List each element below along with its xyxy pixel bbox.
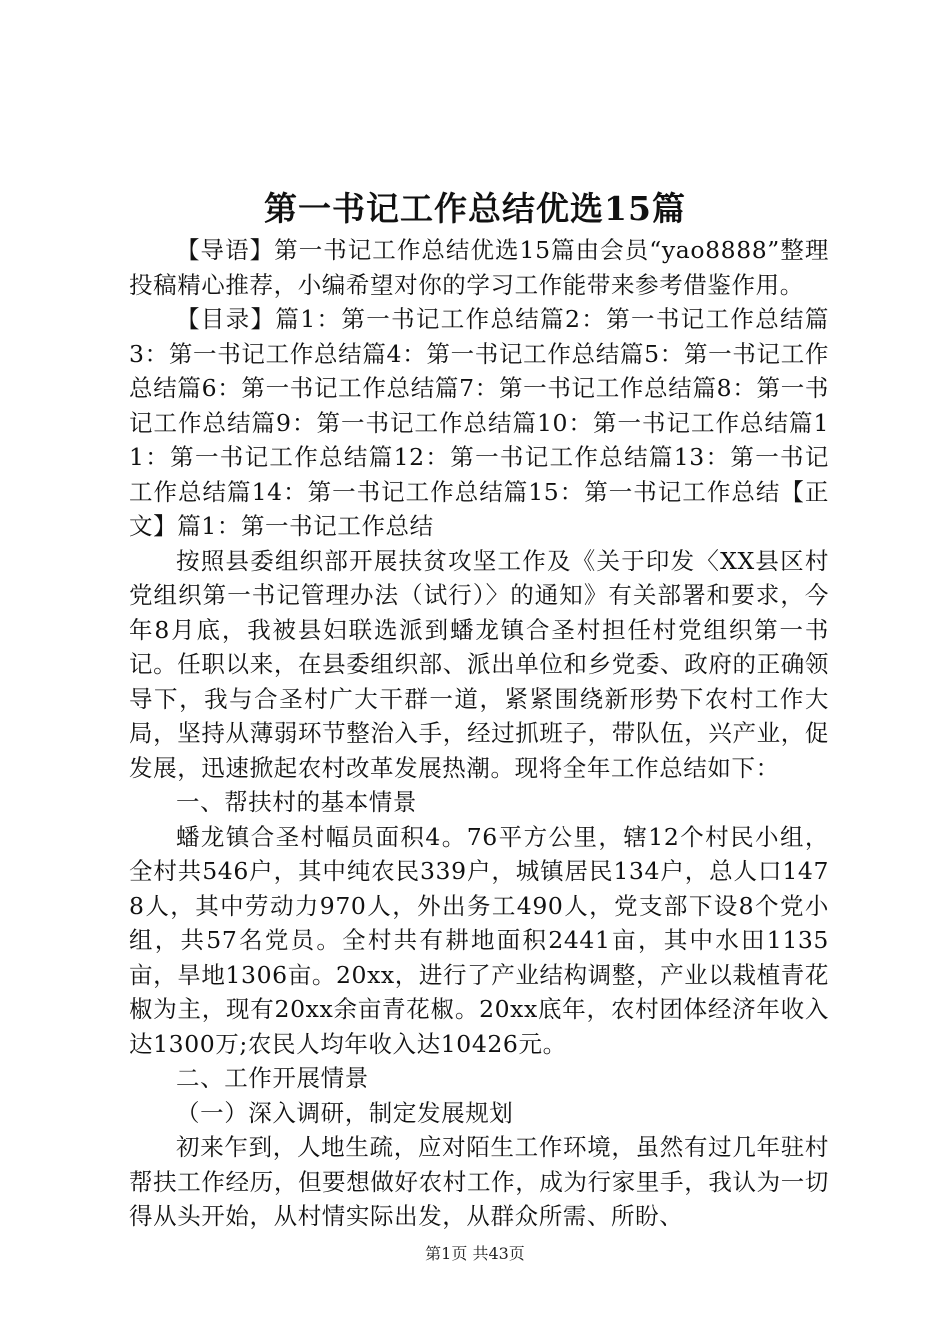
subsection-heading: （一）深入调研，制定发展规划 xyxy=(176,1098,514,1127)
page-footer: 第1页 共43页 xyxy=(425,1244,525,1263)
body-paragraph: 按照县委组织部开展扶贫攻坚工作及《关于印发〈XX县区村党组织第一书记管理办法（试行）〉的通知》有关部署和要求，今年8月底，我被县妇联选派到蟠龙镇合圣村担任村党组织第一书记。任职以来，在县委组织部、派出单位和乡党委、政府的正确领导下，我与合圣村广大干群一道，紧紧围绕新形势下农村工作大局，坚持从薄弱环节整治入手，经过抓班子，带队伍，兴产业，促发展，迅速掀起农村改革发展热潮。现将全年工作总结如下： xyxy=(129,546,829,782)
document-title: 第一书记工作总结优选15篇 xyxy=(264,189,686,228)
intro-paragraph: 【导语】第一书记工作总结优选15篇由会员“yao8888”整理投稿精心推荐，小编希望对你的学习工作能带来参考借鉴作用。 xyxy=(129,236,829,299)
section-heading: 二、工作开展情景 xyxy=(176,1064,369,1092)
document-body xyxy=(129,233,829,1234)
section-heading: 一、帮扶村的基本情景 xyxy=(176,788,417,816)
body-paragraph: 初来乍到，人地生疏，应对陌生工作环境，虽然有过几年驻村帮扶工作经历，但要想做好农村工作，成为行家里手，我认为一切得从头开始，从村情实际出发，从群众所需、所盼、 xyxy=(129,1133,829,1230)
body-paragraph: 蟠龙镇合圣村幅员面积4。76平方公里，辖12个村民小组，全村共546户，其中纯农民339户，城镇居民134户，总人口1478人，其中劳动力970人，外出务工490人，党支部下设8个党小组，共57名党员。全村共有耕地面积2441亩，其中水田1135亩，旱地1306亩。20xx，进行了产业结构调整，产业以栽植青花椒为主，现有20xx余亩青花椒。20xx底年，农村团体经济年收入达1300万;农民人均年收入达10426元。 xyxy=(129,822,829,1058)
toc-paragraph: 【目录】篇1：第一书记工作总结篇2：第一书记工作总结篇3：第一书记工作总结篇4：第一书记工作总结篇5：第一书记工作总结篇6：第一书记工作总结篇7：第一书记工作总结篇8：第一书记工作总结篇9：第一书记工作总结篇10：第一书记工作总结篇11：第一书记工作总结篇12：第一书记工作总结篇13：第一书记工作总结篇14：第一书记工作总结篇15：第一书记工作总结【正文】篇1：第一书记工作总结 xyxy=(129,305,829,540)
